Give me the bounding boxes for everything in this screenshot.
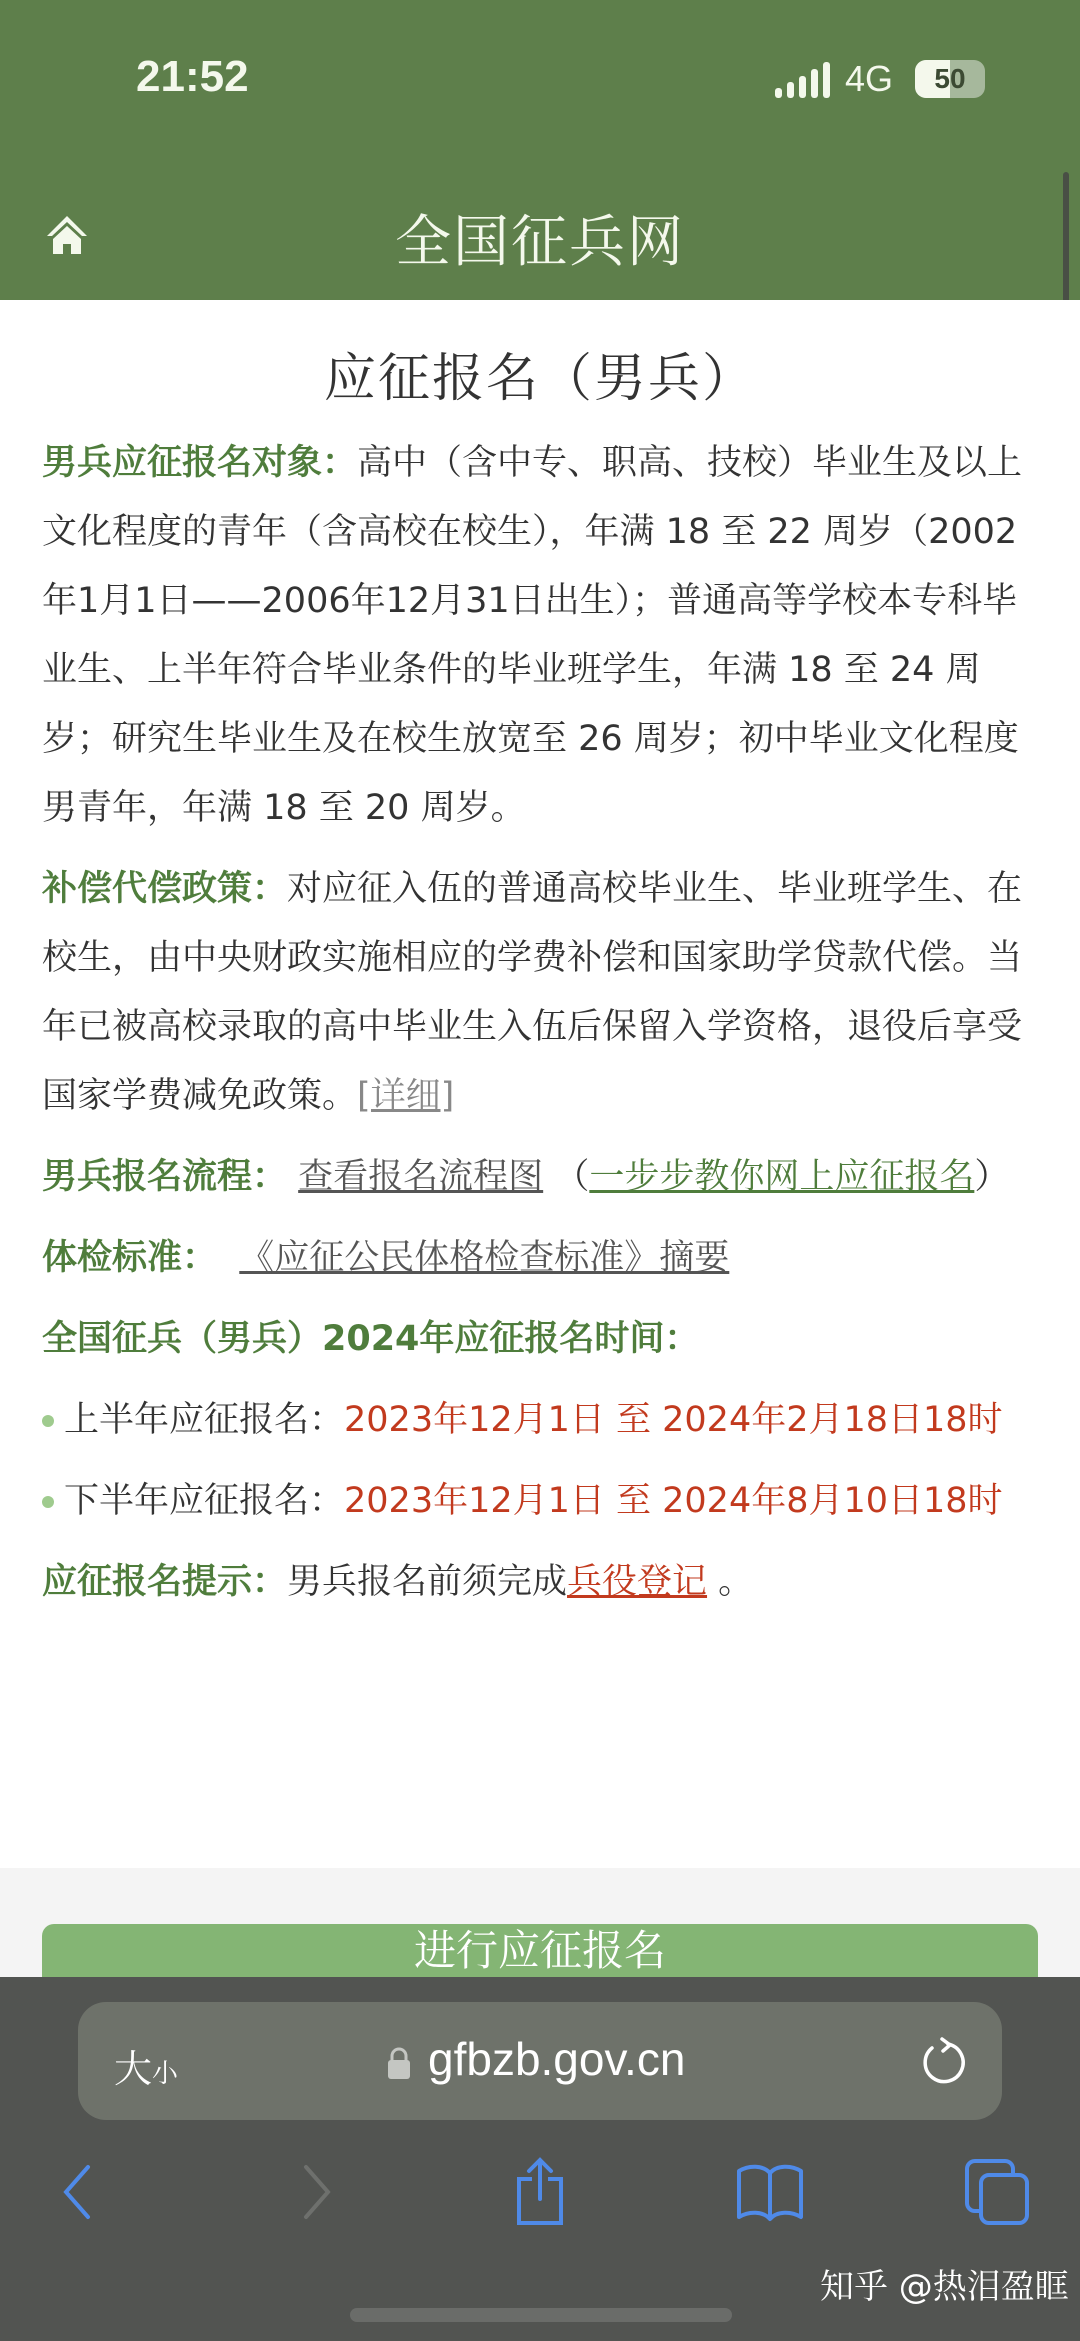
physical-label: 体检标准：: [42, 1238, 218, 1278]
tip-section: [42, 1548, 1038, 1617]
period-value: 2023年12月1日 至 2024年2月18日18时: [344, 1400, 1003, 1440]
tip-text: 男兵报名前须完成: [287, 1562, 568, 1602]
target-text: 高中（含中专、职高、技校）毕业生及以上文化程度的青年（含高校在校生），年满 18 至 22 周岁（2002年1月1日——2006年12月31日出生）；普通高等学校本专科毕业生、上半年符合毕业条件的毕业班学生，年满 18 至 24 周岁；研究生毕业生及在校生放宽至 26 周岁；初中毕业文化程度男青年，年满 18 至 20 周岁。: [42, 443, 1023, 828]
bullet-icon: [42, 1415, 54, 1427]
page-title: 应征报名（男兵）: [323, 349, 756, 409]
back-icon[interactable]: [44, 2157, 114, 2227]
header: [0, 0, 1080, 300]
network-type: 4G: [845, 58, 894, 99]
main-content: [0, 300, 1080, 1868]
tutorial-link[interactable]: 一步步教你网上应征报名: [589, 1157, 975, 1197]
process-label: 男兵报名流程：: [42, 1157, 288, 1197]
physical-section: [42, 1224, 1038, 1293]
target-section: [42, 429, 1038, 843]
compensation-label: 补偿代偿政策：: [42, 869, 288, 909]
process-section: [42, 1143, 1038, 1212]
bullet-icon: [42, 1496, 54, 1508]
share-icon[interactable]: [505, 2157, 575, 2227]
apply-button[interactable]: 进行应征报名: [42, 1924, 1038, 2034]
home-indicator: [350, 2308, 732, 2322]
compensation-text: 对应征入伍的普通高校毕业生、毕业班学生、在校生，由中央财政实施相应的学费补偿和国家助学贷款代偿。当年已被高校录取的高中毕业生入伍后保留入学资格，退役后享受国家学费减免政策。: [42, 869, 1023, 1116]
reload-icon[interactable]: [918, 2036, 968, 2086]
tip-label: 应征报名提示：: [42, 1562, 288, 1602]
period-first-half: [42, 1386, 1038, 1455]
details-link[interactable]: [详细]: [357, 1076, 455, 1116]
text-size-large: 大: [114, 2047, 153, 2091]
status-time: 21:52: [136, 52, 249, 101]
text-size-button[interactable]: [114, 2038, 178, 2093]
browser-toolbar: [0, 1977, 1080, 2341]
period-value: 2023年12月1日 至 2024年8月10日18时: [344, 1481, 1003, 1521]
url-domain: gfbzb.gov.cn: [428, 2033, 686, 2085]
text-size-small: 小: [152, 2059, 179, 2089]
address-bar[interactable]: [78, 2002, 1002, 2120]
bookmarks-icon[interactable]: [735, 2157, 805, 2227]
watermark: 知乎 @热泪盈眶: [820, 2267, 1069, 2307]
tip-end: 。: [707, 1562, 754, 1602]
paren-open: （: [554, 1157, 590, 1197]
site-title: 全国征兵网: [395, 210, 685, 275]
battery-level: 50: [934, 63, 966, 94]
military-registration-link[interactable]: 兵役登记: [567, 1562, 708, 1602]
period-second-half: [42, 1467, 1038, 1536]
period-label: 上半年应征报名：: [64, 1400, 345, 1440]
signal-icon: [775, 62, 830, 98]
flowchart-link[interactable]: 查看报名流程图: [298, 1157, 544, 1197]
registration-time-title: 全国征兵（男兵）2024年应征报名时间：: [42, 1319, 700, 1359]
tabs-icon[interactable]: [963, 2157, 1033, 2227]
physical-standard-link[interactable]: 《应征公民体格检查标准》摘要: [239, 1238, 730, 1278]
forward-icon[interactable]: [280, 2157, 350, 2227]
paren-close: ）: [974, 1157, 1010, 1197]
period-label: 下半年应征报名：: [64, 1481, 345, 1521]
target-label: 男兵应征报名对象：: [42, 443, 358, 483]
compensation-section: [42, 855, 1038, 1131]
battery-icon: [915, 60, 985, 98]
lock-icon: [386, 2046, 412, 2080]
